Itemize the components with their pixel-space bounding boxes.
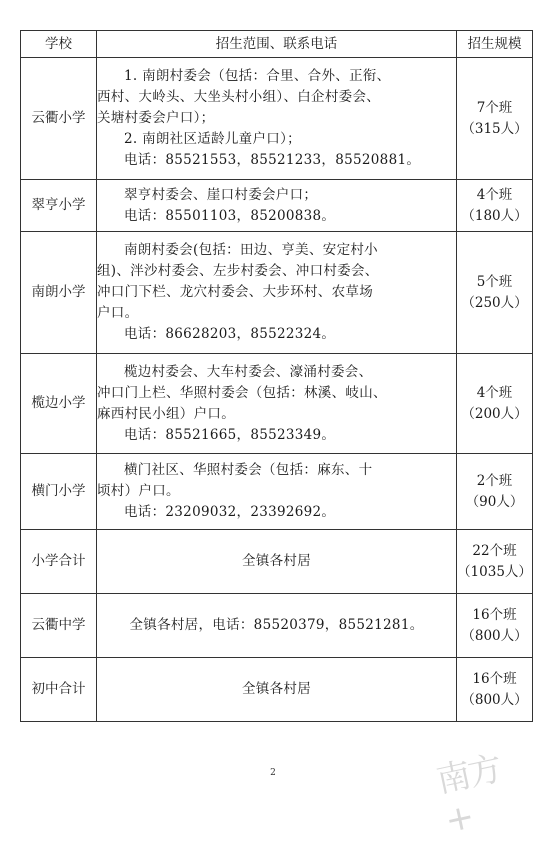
- phone-numbers: 85521553，85521233，85520881。: [165, 152, 421, 168]
- middle-school-scope: 全镇各村居，电话：85520379，85521281。: [97, 594, 457, 658]
- watermark-logo: [433, 740, 510, 841]
- student-count: （1035人）: [457, 563, 532, 580]
- scope-line: 榄边村委会、大车村委会、濠涌村委会、: [124, 363, 373, 380]
- scope-line: 麻西村民小组）户口。: [97, 405, 235, 422]
- phone-numbers: 85521665，85523349。: [165, 426, 336, 443]
- scope-line: 顷村）户口。: [97, 483, 180, 499]
- phone-line: [97, 324, 456, 345]
- class-count: 7个班: [476, 99, 513, 116]
- class-count: 2个班: [476, 472, 513, 489]
- school-name: 南朗小学: [21, 232, 97, 354]
- phone-numbers: 86628203，85522324。: [165, 326, 336, 342]
- enrollment-size: [457, 180, 533, 232]
- class-count: 4个班: [476, 384, 513, 401]
- enrollment-scope: [97, 354, 457, 454]
- scope-line: 冲口门上栏、华照村委会（包括：林溪、岐山、: [97, 384, 387, 401]
- middle-total-row: [21, 658, 533, 722]
- scope-line: 户口。: [97, 305, 139, 321]
- class-count: 5个班: [476, 273, 513, 290]
- middle-total-scope: 全镇各村居: [97, 658, 457, 722]
- scope-line: 翠亨村委会、崖口村委会户口；: [124, 186, 318, 203]
- table-row: [21, 180, 533, 232]
- student-count: （90人）: [465, 493, 524, 510]
- scope-line: 西村、大岭头、大坐头村小组）、白企村委会、: [97, 89, 381, 105]
- enrollment-scope: [97, 180, 457, 232]
- primary-total-row: [21, 530, 533, 594]
- phone-label: 电话：: [124, 326, 166, 342]
- phone-line: [97, 502, 456, 523]
- phone-numbers: 85501103，85200838。: [165, 207, 336, 224]
- table-row: [21, 232, 533, 354]
- class-count: 4个班: [476, 186, 513, 203]
- school-name: 翠亨小学: [21, 180, 97, 232]
- scope-line: 横门社区、华照村委会（包括：麻东、十: [124, 462, 373, 478]
- school-name: 榄边小学: [21, 354, 97, 454]
- middle-total-label: 初中合计: [21, 658, 97, 722]
- phone-numbers: 23209032，23392692。: [165, 504, 336, 520]
- school-name: 云衢中学: [21, 594, 97, 658]
- table-row: [21, 454, 533, 530]
- enrollment-size: [457, 58, 533, 180]
- school-name: 云衢小学: [21, 58, 97, 180]
- header-school: 学校: [21, 31, 97, 58]
- enrollment-size: [457, 354, 533, 454]
- class-count: 22个班: [472, 542, 517, 559]
- header-size: 招生规模: [457, 31, 533, 58]
- enrollment-scope: [97, 454, 457, 530]
- student-count: （800人）: [461, 691, 528, 708]
- scope-line: 2. 南朗社区适龄儿童户口）；: [124, 131, 301, 147]
- scope-line: 关塘村委会户口）；: [97, 110, 215, 126]
- student-count: （180人）: [461, 207, 528, 224]
- student-count: （200人）: [461, 405, 528, 422]
- table-row: [21, 354, 533, 454]
- enrollment-size: [457, 232, 533, 354]
- table-header-row: [21, 31, 533, 58]
- scope-line: 南朗村委会(包括：田边、亨美、安定村小: [124, 242, 378, 258]
- phone-line: [97, 206, 456, 227]
- phone-label: 电话：: [124, 207, 166, 224]
- enrollment-size: [457, 594, 533, 658]
- enrollment-scope: [97, 232, 457, 354]
- scope-line: 组)、泮沙村委会、左步村委会、冲口村委会、: [97, 263, 379, 279]
- enrollment-scope: [97, 58, 457, 180]
- primary-total-scope: 全镇各村居: [97, 530, 457, 594]
- table-row: [21, 58, 533, 180]
- student-count: （800人）: [461, 627, 528, 644]
- enrollment-size: [457, 454, 533, 530]
- enrollment-table: [20, 30, 533, 722]
- header-scope: 招生范围、联系电话: [97, 31, 457, 58]
- watermark-text: 南方+: [433, 748, 505, 841]
- page-number: 2: [270, 768, 276, 778]
- primary-total-label: 小学合计: [21, 530, 97, 594]
- student-count: （250人）: [461, 294, 528, 311]
- school-name: 横门小学: [21, 454, 97, 530]
- enrollment-size: [457, 658, 533, 722]
- class-count: 16个班: [472, 670, 517, 687]
- phone-label: 电话：: [124, 426, 166, 443]
- middle-school-row: [21, 594, 533, 658]
- phone-line: [97, 425, 456, 446]
- scope-line: 冲口门下栏、龙穴村委会、大步环村、农草场: [97, 284, 373, 300]
- phone-line: [97, 150, 456, 171]
- student-count: （315人）: [461, 120, 528, 137]
- class-count: 16个班: [472, 606, 517, 623]
- enrollment-size: [457, 530, 533, 594]
- phone-label: 电话：: [124, 504, 166, 520]
- scope-line: 1. 南朗村委会（包括：合里、合外、正衔、: [124, 68, 391, 84]
- phone-label: 电话：: [124, 152, 166, 168]
